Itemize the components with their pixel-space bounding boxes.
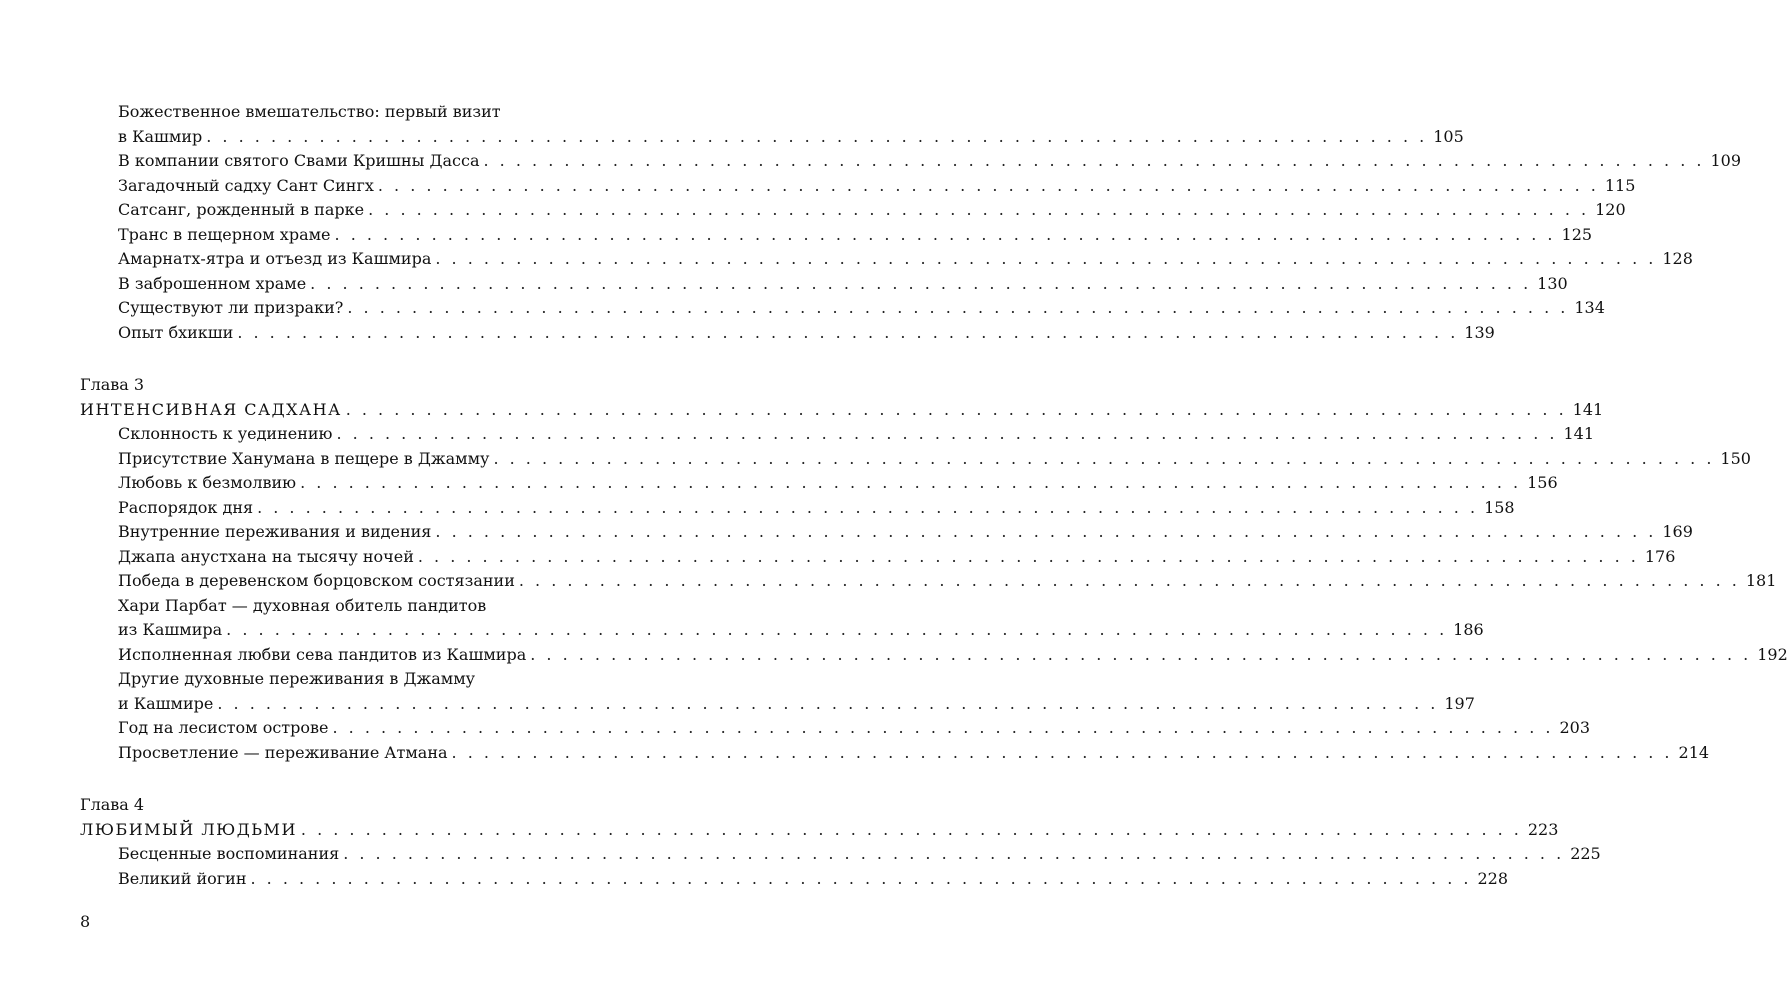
toc-entry [80,247,1693,272]
leader-dots [233,321,1458,346]
toc-entry [80,174,1636,199]
toc-entry [80,447,1751,472]
toc-entry [80,716,1591,741]
leader-dots [374,174,1599,199]
toc-entry-title: Склонность к уединению [118,424,333,443]
toc-entry-title: Бесценные воспоминания [118,844,340,863]
toc-entry [80,692,1475,717]
leader-dots [515,569,1740,594]
toc-entry-title: В заброшенном храме [118,273,307,293]
toc-entry-title: Любовь к безмолвию [118,473,297,492]
toc-entry-page: 197 [1444,693,1475,713]
leader-dots [364,198,1589,223]
toc-entry-title: Существуют ли призраки? [118,298,344,317]
toc-entry-page: 181 [1745,571,1777,590]
chapter-label-text: Глава 3 [80,375,145,394]
toc-entry-title: Опыт бхикши [118,322,234,342]
chapter-label [80,793,595,818]
leader-dots [414,545,1639,570]
toc-entry-page: 225 [1570,844,1601,863]
leader-dots [246,867,1471,892]
toc-entry [80,741,1710,766]
toc-entry-page: 169 [1662,522,1693,541]
toc-entry-page: 228 [1477,868,1509,888]
leader-dots [431,247,1656,272]
toc-entry-page: 120 [1595,200,1626,219]
toc-entry [80,842,1601,867]
toc-entry-page: 192 [1757,644,1788,664]
table-of-contents [80,100,1788,891]
toc-entry-title: Другие духовные переживания в Джамму [118,669,476,688]
leader-dots [296,471,1521,496]
toc-entry [80,321,1495,346]
toc-entry [80,471,1558,496]
toc-entry-page: 156 [1527,473,1558,492]
toc-entry-page: 176 [1644,546,1676,566]
toc-entry-title: Сатсанг, рожденный в парке [118,200,365,219]
toc-entry [80,643,1788,668]
toc-entry [80,618,1484,643]
toc-entry [80,594,595,619]
toc-entry [80,520,1693,545]
toc-entry [80,100,595,125]
toc-entry-page: 141 [1563,424,1595,443]
leader-dots [480,149,1705,174]
toc-entry-title: в Кашмир [118,126,203,146]
toc-entry-title: В компании святого Свами Кришны Дасса [118,151,480,170]
leader-dots [526,643,1751,668]
toc-entry [80,545,1676,570]
leader-dots [306,272,1531,297]
leader-dots [489,447,1714,472]
chapter-title: ЛЮБИМЫЙ ЛЮДЬМИ [80,819,297,839]
chapter-page: 141 [1572,399,1604,419]
toc-entry-page: 134 [1574,298,1605,317]
chapter-label [80,373,595,398]
leader-dots [253,496,1478,521]
leader-dots [342,398,1567,423]
leader-dots [328,716,1553,741]
toc-entry-page: 158 [1484,497,1515,517]
chapter-label-text: Глава 4 [80,795,145,814]
page-number: 8 [80,912,91,931]
toc-entry [80,667,595,692]
leader-dots [222,618,1447,643]
toc-entry-title: Великий йогин [118,868,247,888]
toc-entry-title: Распорядок дня [118,497,254,517]
toc-entry [80,296,1605,321]
leader-dots [332,422,1557,447]
toc-entry-title: Внутренние переживания и видения [118,522,432,541]
toc-entry-title: Год на лесистом острове [118,718,329,737]
leader-dots [202,125,1427,150]
leader-dots [331,223,1556,248]
toc-entry-page: 214 [1678,742,1710,762]
toc-entry [80,496,1515,521]
toc-entry-page: 105 [1433,126,1464,146]
toc-entry [80,422,1595,447]
toc-entry [80,149,1742,174]
toc-entry-title: и Кашмире [118,693,214,713]
leader-dots [431,520,1656,545]
chapter-page: 223 [1527,819,1559,839]
toc-entry-page: 130 [1537,273,1568,293]
chapter-title: ИНТЕНСИВНАЯ САДХАНА [80,399,342,419]
toc-entry-page: 109 [1710,151,1742,170]
toc-entry-title: Хари Парбат — духовная обитель пандитов [118,595,487,615]
toc-entry-title: Победа в деревенском борцовском состязании [118,571,515,590]
toc-entry-title: Джапа анустхана на тысячу ночей [118,546,414,566]
toc-entry-title: Транс в пещерном храме [118,224,331,244]
leader-dots [297,818,1522,843]
toc-entry-page: 128 [1662,249,1693,268]
toc-entry-page: 125 [1561,224,1593,244]
toc-entry-page: 139 [1464,322,1495,342]
toc-entry-page: 115 [1604,175,1636,195]
chapter-title-entry [80,818,1559,843]
toc-entry-title: Загадочный садху Сант Сингх [118,175,374,195]
toc-entry-title: Амарнатх-ятра и отъезд из Кашмира [118,249,432,268]
chapter-title-entry [80,398,1604,423]
toc-entry [80,272,1568,297]
toc-entry-title: Исполненная любви сева пандитов из Кашмира [118,644,527,664]
leader-dots [339,842,1564,867]
toc-entry-title: Божественное вмешательство: первый визит [118,102,501,121]
toc-entry [80,867,1509,892]
toc-entry-page: 150 [1720,448,1751,468]
toc-entry-title: Присутствие Ханумана в пещере в Джамму [118,448,490,468]
toc-entry [80,223,1593,248]
leader-dots [343,296,1568,321]
toc-entry-title: Просветление — переживание Атмана [118,742,448,762]
leader-dots [213,692,1438,717]
toc-entry-title: из Кашмира [118,620,223,639]
toc-entry-page: 203 [1559,718,1591,737]
toc-entry [80,198,1626,223]
toc-entry-page: 186 [1453,620,1484,639]
toc-entry [80,569,1777,594]
leader-dots [448,741,1673,766]
toc-entry [80,125,1464,150]
